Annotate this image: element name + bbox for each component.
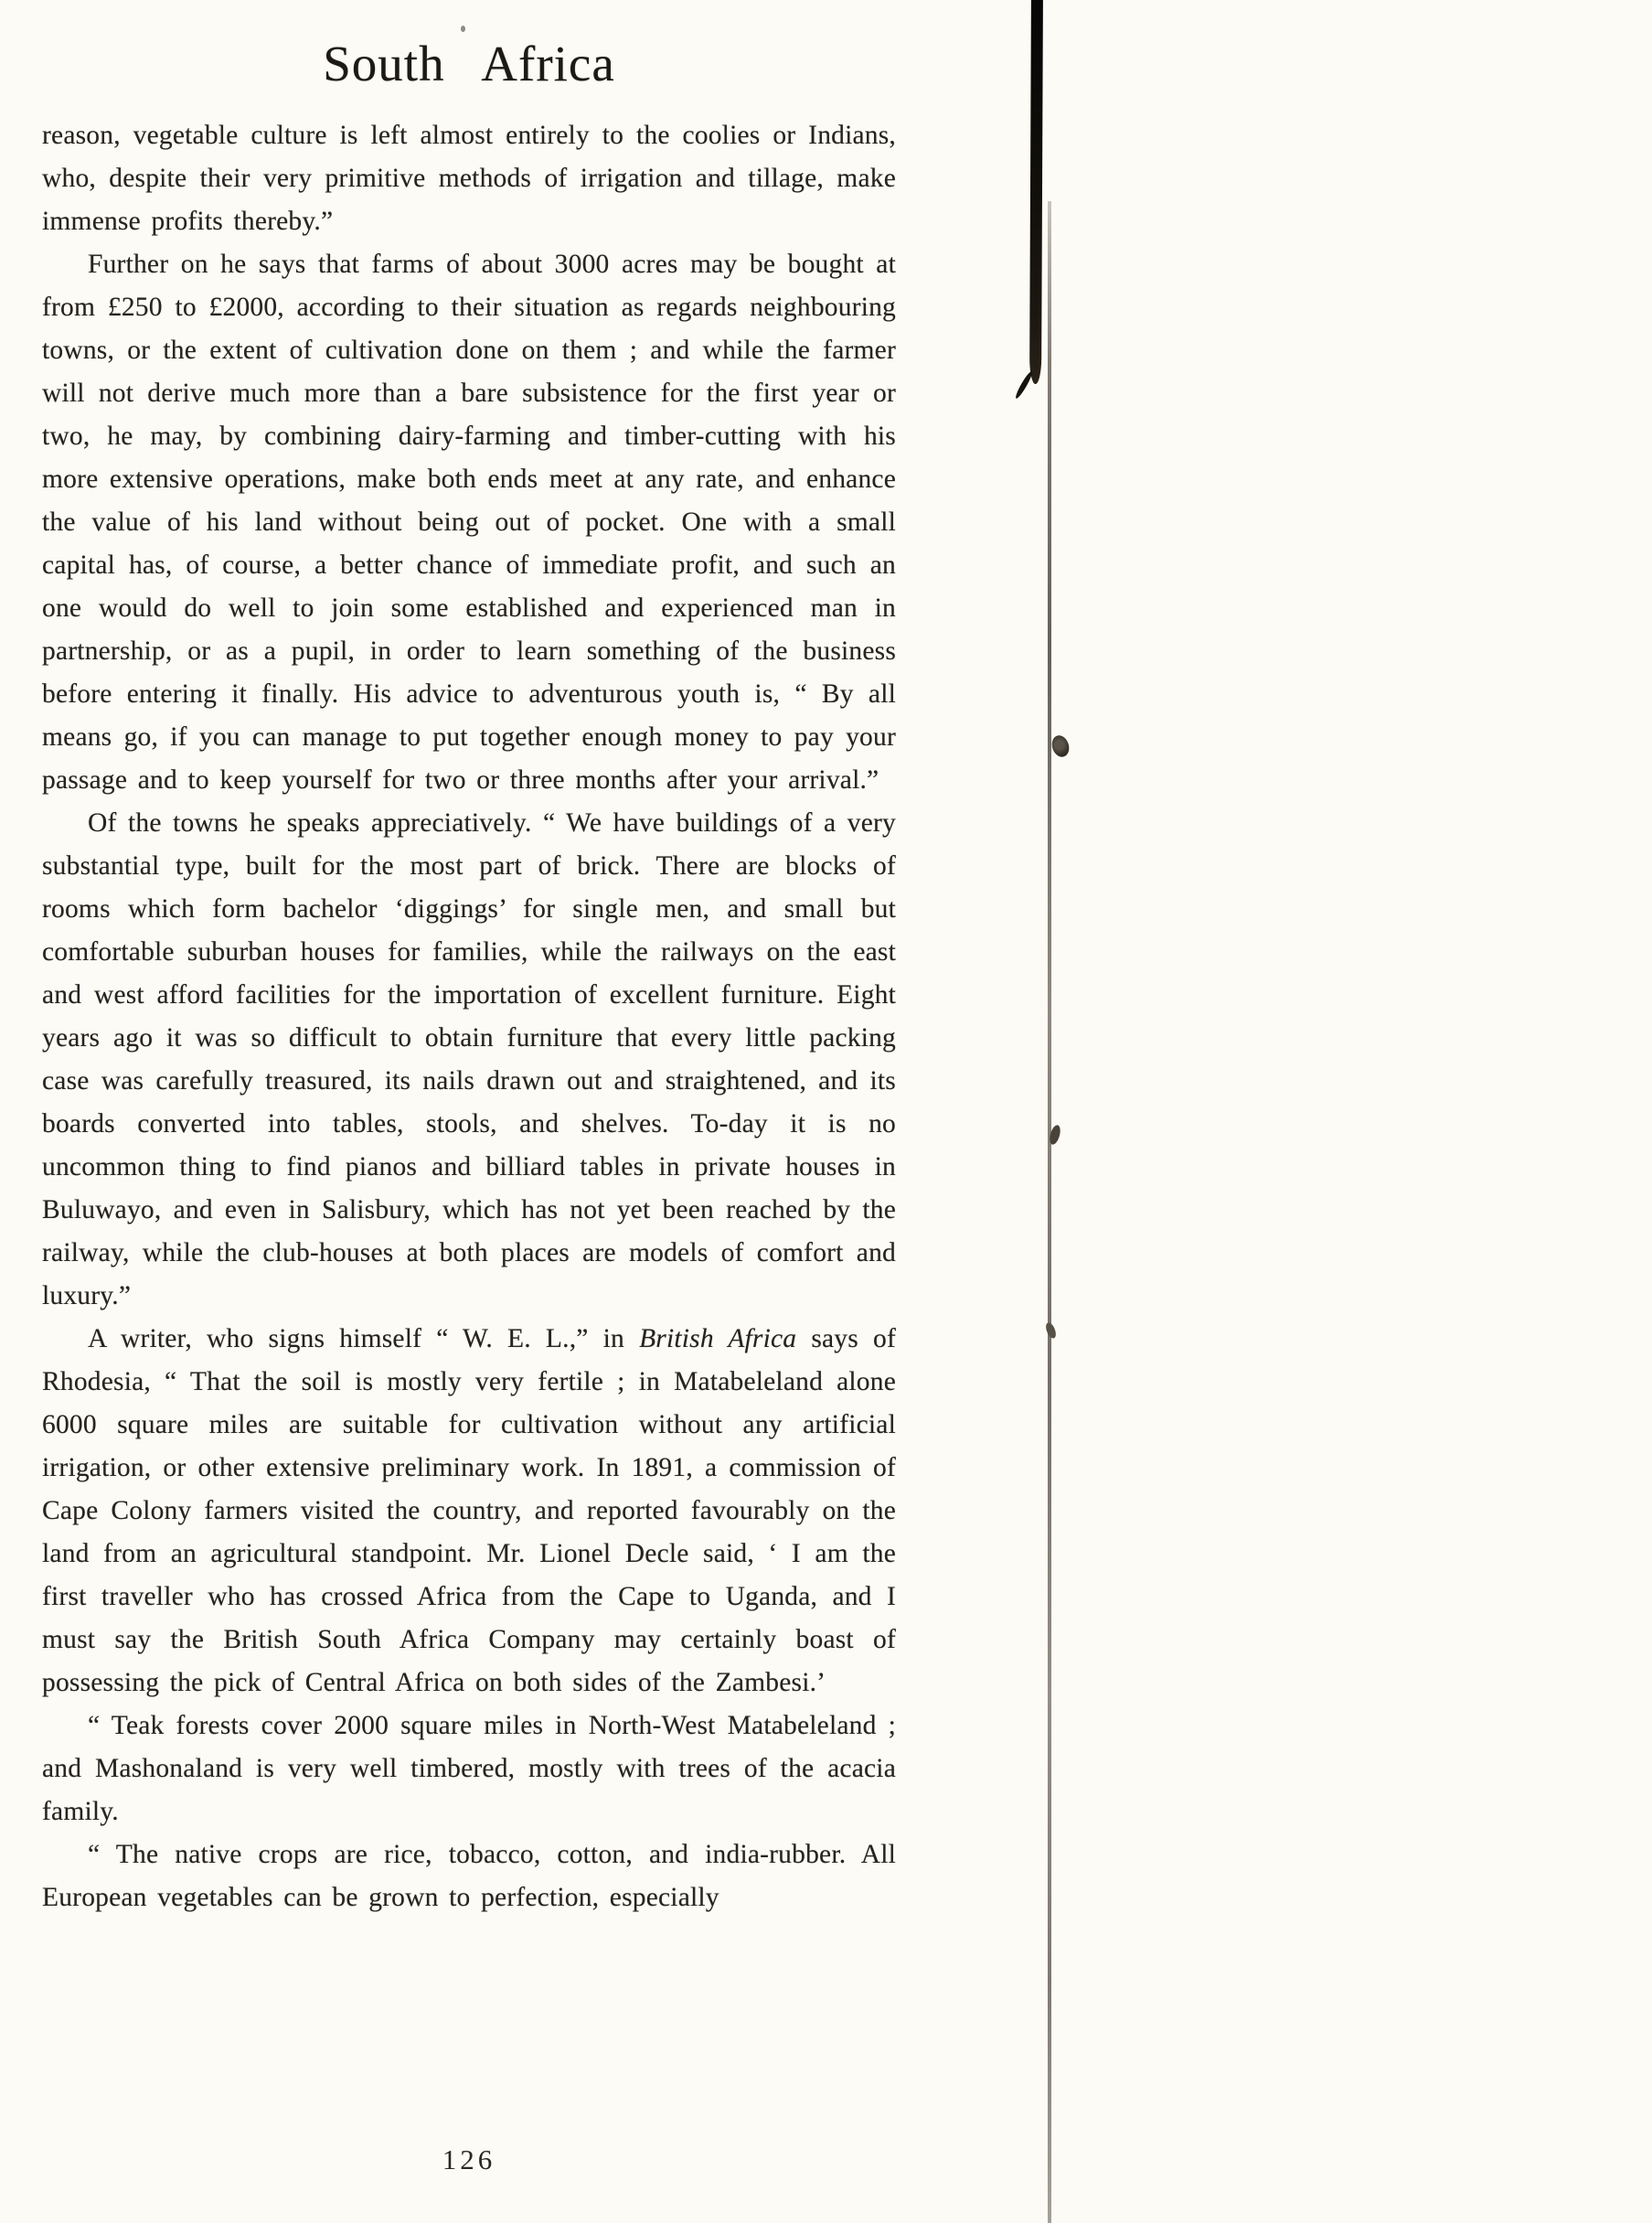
text-run: reason, vegetable culture is left almost entirely to the coolies or Indians, who, despite their very primitive methods of irrigation and tillage, make immense profits thereby.”: [42, 121, 896, 236]
text-column: [42, 35, 896, 1919]
paragraph: [42, 802, 896, 1318]
page-title: South Africa: [323, 36, 615, 91]
paragraph: [42, 1318, 896, 1705]
binding-ink-bar-tail: [1014, 370, 1034, 400]
paragraph: [42, 243, 896, 802]
ink-smudge: [1044, 1321, 1058, 1340]
page-number: 126: [442, 2143, 496, 2175]
text-run: Further on he says that farms of about 3000 acres may be bought at from £250 to £2000, according to their situation as regards neighbouring towns, or the extent of cultivation done on them ; and while the farmer will not derive much more than a bare subsistence for the first year or two, he may, by combining dairy-farming and timber-cutting with his more extensive operations, make both ends meet at any rate, and enhance the value of his land without being out of pocket. One with a small capital has, of course, a better chance of immediate profit, and such an one would do well to join some established and experienced man in partnership, or as a pupil, in order to learn something of the business before entering it finally. His advice to adventurous youth is, “ By all means go, if you can manage to put together enough money to pay your passage and to keep yourself for two or three months after your arrival.”: [42, 250, 896, 795]
paragraph: [42, 114, 896, 243]
text-run: “ Teak forests cover 2000 square miles in North-West Matabeleland ; and Mashonaland is very well timbered, mostly with trees of the acacia family.: [42, 1711, 896, 1826]
binding-ink-bar: [1029, 0, 1043, 384]
text-run: says of Rhodesia, “ That the soil is mostly very fertile ; in Matabeleland alone 6000 square miles are suitable for cultivation without any artificial irrigation, or other extensive preliminary work. In 1891, a commission of Cape Colony farmers visited the country, and reported favourably on the land from an agricultural standpoint. Mr. Lionel Decle said, ‘ I am the first traveller who has crossed Africa from the Cape to Uganda, and I must say the British South Africa Company may certainly boast of possessing the pick of Central Africa on both sides of the Zambesi.’: [42, 1324, 896, 1697]
paragraph: [42, 1833, 896, 1919]
text-run: Of the towns he speaks appreciatively. “ We have buildings of a very substantial type, built for the most part of brick. There are blocks of rooms which form bachelor ‘diggings’ for single men, and small but comfortable suburban houses for families, while the railways on the east and west afford facilities for the importation of excellent furniture. Eight years ago it was so difficult to obtain furniture that every little packing case was carefully treasured, its nails drawn out and straightened, and its boards converted into tables, stools, and shelves. To-day it is no uncommon thing to find pianos and billiard tables in private houses in Buluwayo, and even in Salisbury, which has not yet been reached by the railway, while the club-houses at both places are models of comfort and luxury.”: [42, 808, 896, 1310]
text-run: “ The native crops are rice, tobacco, cotton, and india-rubber. All European vegetables can be grown to perfection, especially: [42, 1840, 896, 1912]
ink-smudge: [1050, 733, 1072, 759]
text-run-italic: British Africa: [639, 1324, 797, 1353]
scan-edge-line: [1048, 201, 1051, 2223]
text-run: A writer, who signs himself “ W. E. L.,” in: [88, 1324, 640, 1353]
body-text: [42, 114, 896, 1919]
paragraph: [42, 1705, 896, 1833]
paper-speck: [461, 26, 465, 32]
